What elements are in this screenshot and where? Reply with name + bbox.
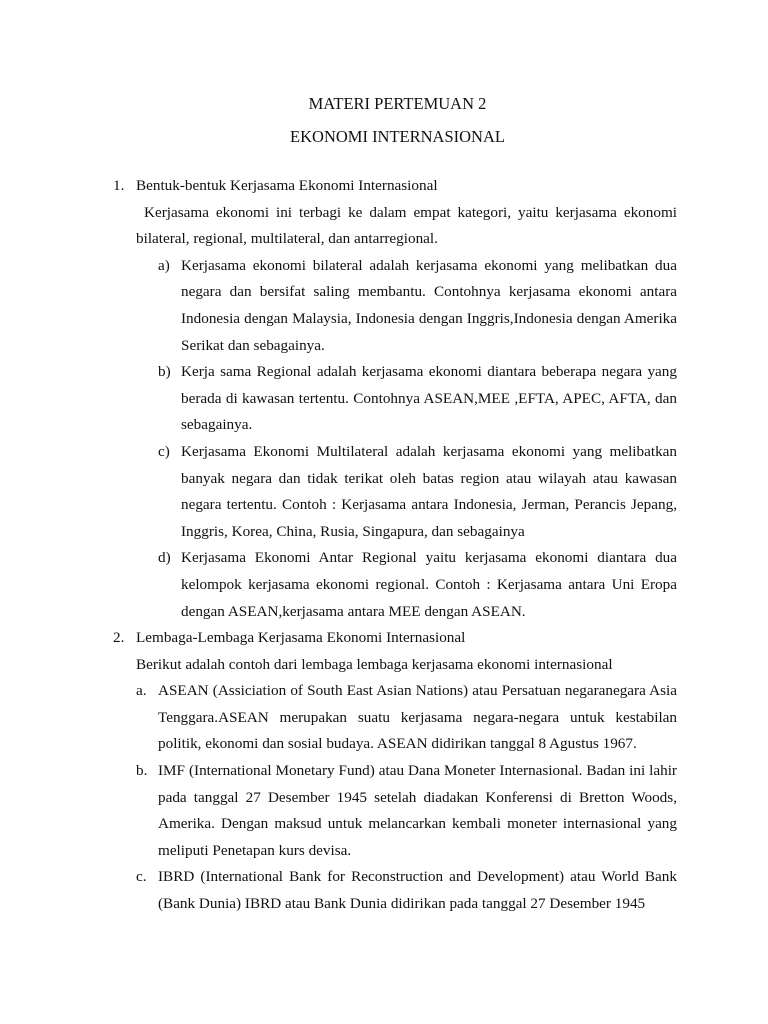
section-2-item-a (0, 678, 677, 758)
section-2-item-b (0, 758, 677, 864)
section-2-heading (0, 625, 677, 652)
list-marker: a. (136, 682, 147, 700)
list-marker: c) (158, 442, 170, 460)
section-2-number: 2. (113, 629, 125, 647)
section-1-title: Bentuk-bentuk Kerjasama Ekonomi Internasional (136, 177, 438, 194)
document-subtitle: EKONOMI INTERNASIONAL (290, 127, 505, 146)
section-1-intro: Kerjasama ekonomi ini terbagi ke dalam empat kategori, yaitu kerjasama ekonomi bilateral, regional, multilateral, dan antarregional. (136, 203, 677, 248)
list-item-text: Kerja sama Regional adalah kerjasama ekonomi diantara beberapa negara yang berada di kawasan tertentu. Contohnya ASEAN,MEE ,EFTA, APEC, AFTA, dan sebagainya. (181, 363, 677, 434)
section-1-item-b (0, 359, 677, 439)
section-1-item-a (0, 253, 677, 359)
section-1-heading (0, 173, 677, 200)
list-item-text: Kerjasama ekonomi bilateral adalah kerjasama ekonomi yang melibatkan dua negara dan bersifat saling membantu. Contohnya kerjasama ekonomi antara Indonesia dengan Malaysia, Indonesia dengan Inggris,Indonesia dengan Amerika Serikat dan sebagainya. (181, 256, 677, 354)
list-item-text: ASEAN (Assiciation of South East Asian Nations) atau Persatuan negaranegara Asia Tenggara.ASEAN merupakan suatu kerjasama negara-negara untuk kestabilan politik, ekonomi dan sosial budaya. ASEAN didirikan tanggal 8 Agustus 1967. (158, 682, 677, 753)
list-item-text: Kerjasama Ekonomi Antar Regional yaitu kerjasama ekonomi diantara dua kelompok kerjasama ekonomi regional. Contoh : Kerjasama antara Uni Eropa dengan ASEAN,kerjasama antara MEE dengan ASEAN. (181, 549, 677, 620)
list-item-text: IMF (International Monetary Fund) atau Dana Moneter Internasional. Badan ini lahir pada tanggal 27 Desember 1945 setelah diadakan Konferensi di Bretton Woods, Amerika. Dengan maksud untuk melancarkan kembali moneter internasional yang meliputi Penetapan kurs devisa. (158, 762, 677, 859)
section-1-item-d (0, 545, 677, 625)
list-item-text: IBRD (International Bank for Reconstruction and Development) atau World Bank (Bank Dunia) IBRD atau Bank Dunia didirikan pada tanggal 27 Desember 1945 (158, 868, 677, 913)
section-1-item-c (0, 439, 677, 545)
document-title: MATERI PERTEMUAN 2 (308, 94, 487, 113)
section-1-number: 1. (113, 177, 125, 194)
list-item-text: Kerjasama Ekonomi Multilateral adalah kerjasama ekonomi yang melibatkan banyak negara dan tidak terikat oleh batas region atau wilayah atau kawasan negara tertentu. Contoh : Kerjasama antara Indonesia, Jerman, Perancis Jepang, Inggris, Korea, China, Rusia, Singapura, dan sebagainya (181, 442, 677, 540)
section-2-title: Lembaga-Lembaga Kerjasama Ekonomi Internasional (136, 629, 466, 647)
list-marker: d) (158, 549, 171, 567)
list-marker: b) (158, 363, 171, 381)
list-marker: c. (136, 868, 147, 886)
document-body (0, 173, 768, 918)
section-2-intro: Berikut adalah contoh dari lembaga lembaga kerjasama ekonomi internasional (136, 655, 613, 673)
list-marker: a) (158, 256, 170, 274)
list-marker: b. (136, 762, 148, 780)
section-2-item-c (0, 864, 677, 917)
